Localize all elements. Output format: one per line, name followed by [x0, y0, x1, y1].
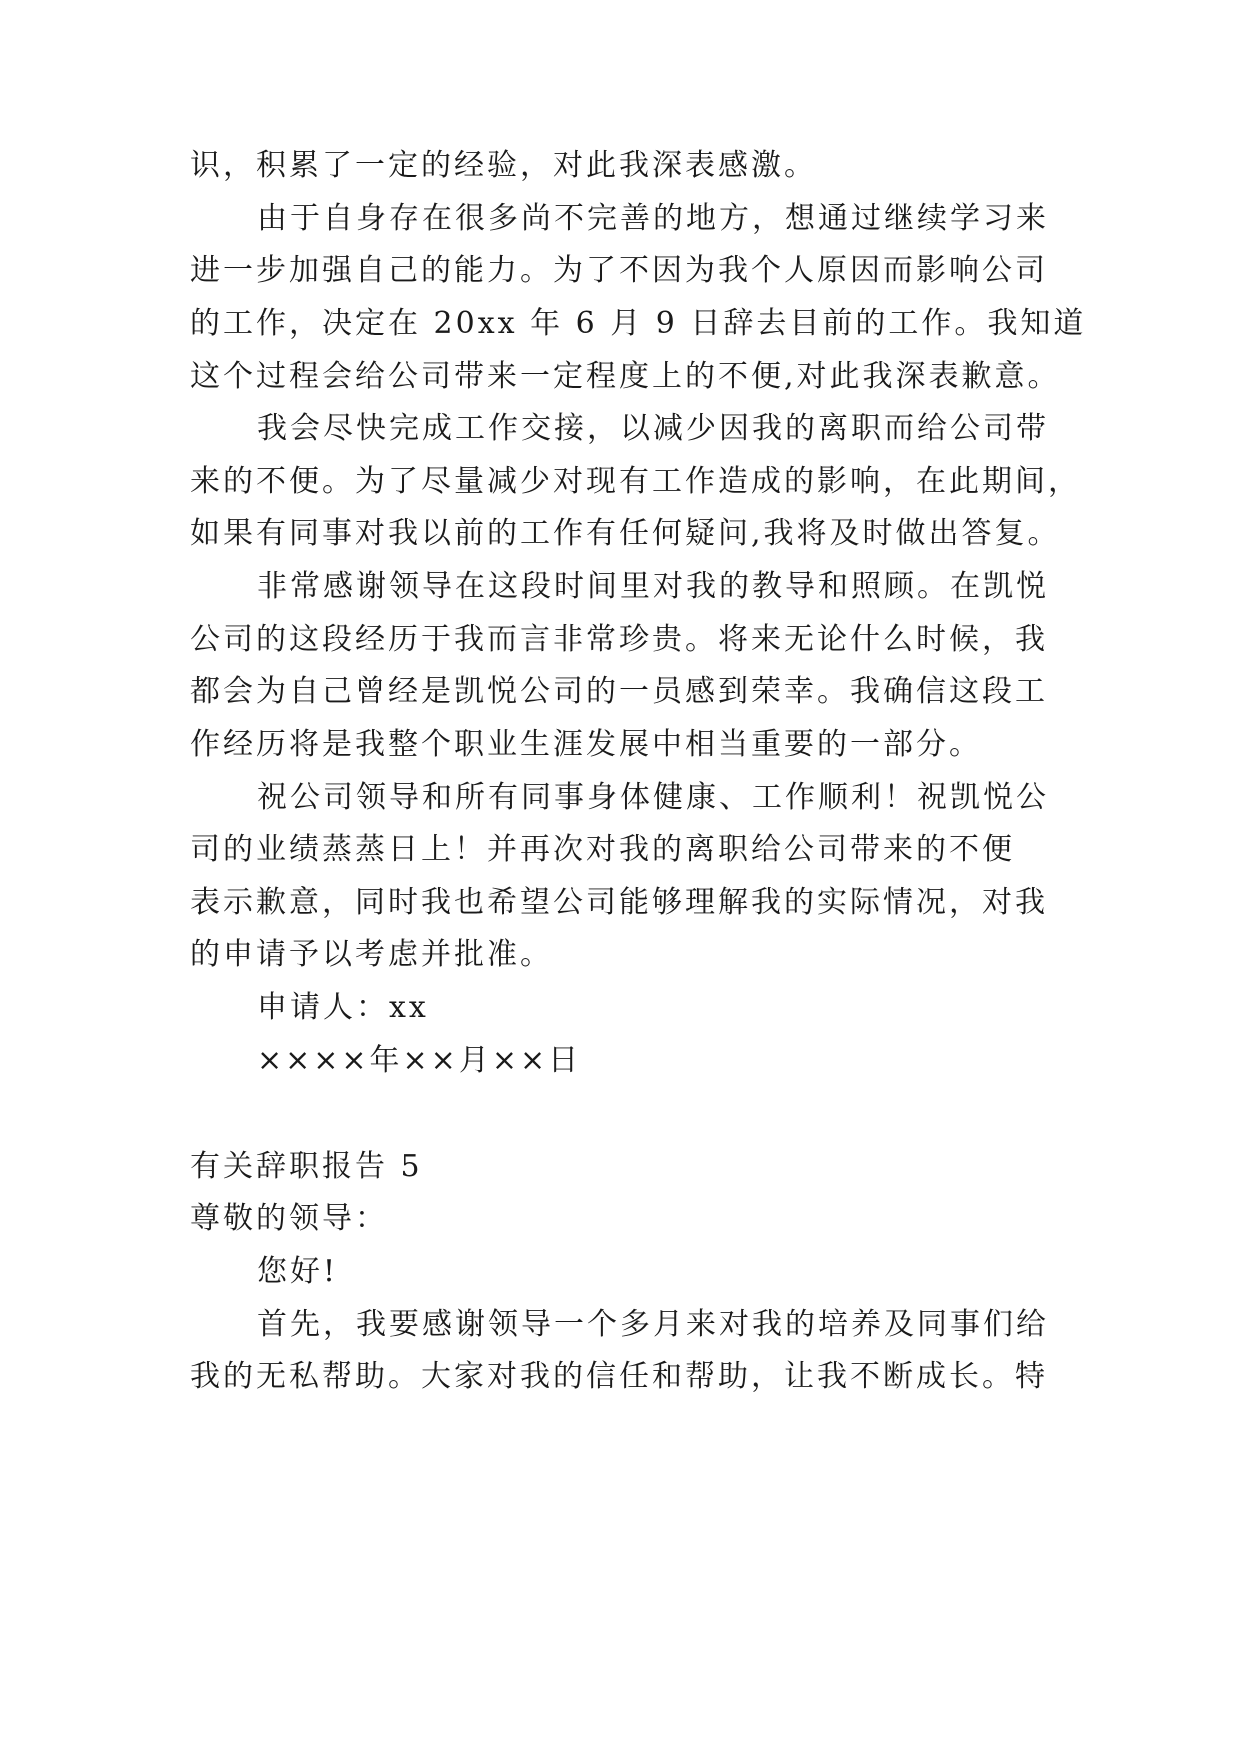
greeting: 您好! [257, 1254, 339, 1289]
paragraph-line: 都会为自己曾经是凯悦公司的一员感到荣幸。我确信这段工 [190, 674, 1048, 709]
date-line: ××××年××月××日 [257, 1043, 582, 1078]
paragraph-line: 首先，我要感谢领导一个多月来对我的培养及同事们给 [257, 1307, 1049, 1342]
paragraph-line: 公司的这段经历于我而言非常珍贵。将来无论什么时候，我 [190, 622, 1048, 657]
paragraph-line: 表示歉意，同时我也希望公司能够理解我的实际情况，对我 [190, 885, 1048, 920]
paragraph-line: 来的不便。为了尽量减少对现有工作造成的影响，在此期间， [190, 464, 1081, 499]
paragraph-line: 我会尽快完成工作交接，以减少因我的离职而给公司带 [257, 411, 1049, 446]
paragraph-line: 我的无私帮助。大家对我的信任和帮助，让我不断成长。特 [190, 1359, 1048, 1394]
section-heading: 有关辞职报告 5 [190, 1149, 423, 1184]
paragraph-line: 这个过程会给公司带来一定程度上的不便,对此我深表歉意。 [190, 359, 1061, 394]
paragraph-line: 识，积累了一定的经验，对此我深表感激。 [190, 148, 817, 183]
paragraph-line: 的工作，决定在 20xx 年 6 月 9 日辞去目前的工作。我知道 [190, 306, 1087, 341]
paragraph-line: 非常感谢领导在这段时间里对我的教导和照顾。在凯悦 [257, 569, 1049, 604]
paragraph-line: 的申请予以考虑并批准。 [190, 937, 553, 972]
applicant-line: 申请人：xx [257, 990, 429, 1025]
salutation: 尊敬的领导： [190, 1201, 388, 1236]
paragraph-line: 由于自身存在很多尚不完善的地方，想通过继续学习来 [257, 201, 1049, 236]
paragraph-line: 司的业绩蒸蒸日上！并再次对我的离职给公司带来的不便 [190, 832, 1015, 867]
paragraph-line: 祝公司领导和所有同事身体健康、工作顺利！祝凯悦公 [257, 780, 1049, 815]
paragraph-line: 进一步加强自己的能力。为了不因为我个人原因而影响公司 [190, 253, 1048, 288]
paragraph-line: 作经历将是我整个职业生涯发展中相当重要的一部分。 [190, 727, 982, 762]
paragraph-line: 如果有同事对我以前的工作有任何疑问,我将及时做出答复。 [190, 516, 1061, 551]
